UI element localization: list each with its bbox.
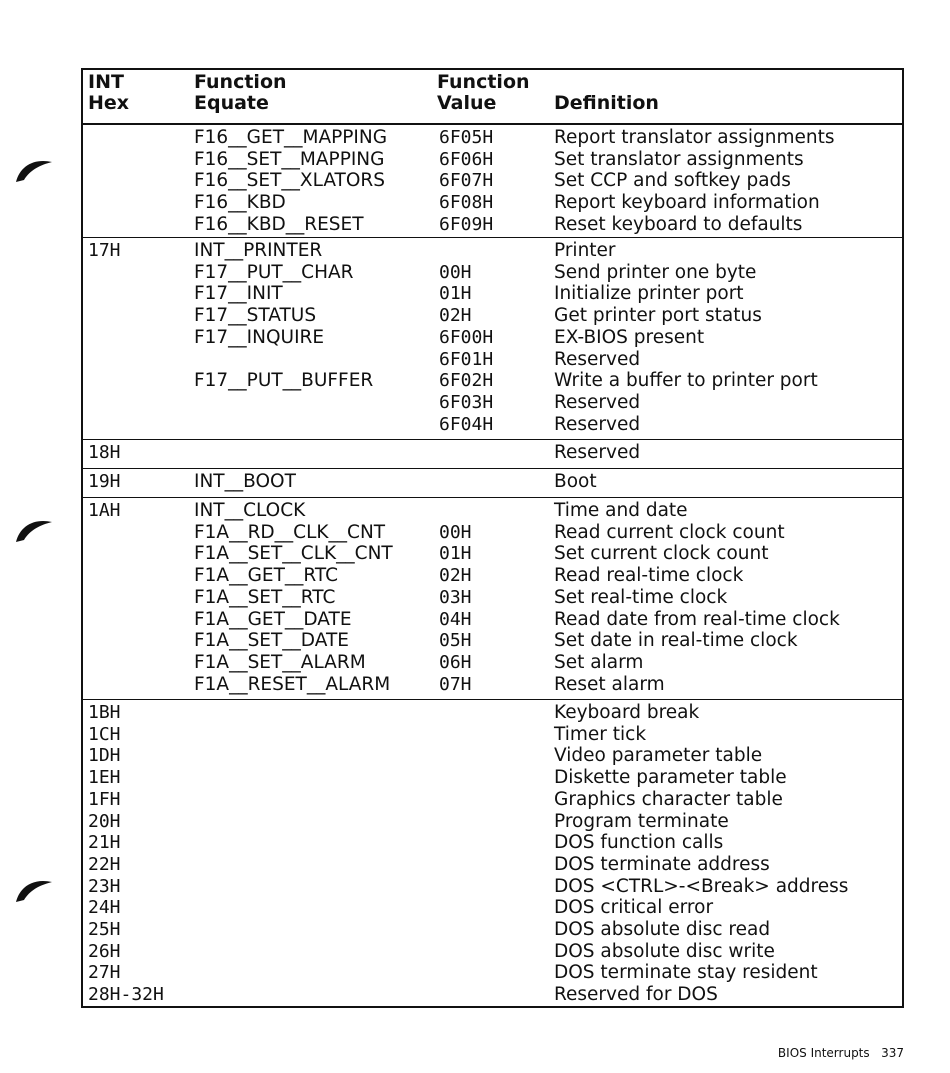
definition-cell: Video parameter table bbox=[554, 745, 763, 767]
function-value-cell: 06H bbox=[439, 651, 472, 673]
table-row bbox=[83, 149, 902, 171]
definition-cell: Reserved bbox=[554, 391, 641, 413]
header-int-label: INT bbox=[88, 71, 124, 93]
definition-cell: Write a buffer to printer port bbox=[554, 370, 818, 392]
table-row bbox=[83, 767, 902, 789]
table-row bbox=[83, 543, 902, 565]
table-row bbox=[83, 587, 902, 609]
table-section bbox=[83, 468, 902, 498]
definition-cell: Set CCP and softkey pads bbox=[554, 170, 791, 192]
definition-cell: Set alarm bbox=[554, 651, 644, 673]
definition-cell: Reserved for DOS bbox=[554, 984, 718, 1006]
int-hex-cell: 28H-32H bbox=[88, 984, 164, 1006]
definition-cell: Program terminate bbox=[554, 810, 729, 832]
definition-cell: Keyboard break bbox=[554, 702, 700, 723]
definition-cell: DOS critical error bbox=[554, 897, 714, 919]
header-value-label: Value bbox=[437, 92, 497, 114]
function-value-cell: 6F01H bbox=[439, 348, 494, 370]
int-hex-cell: 17H bbox=[88, 240, 121, 261]
function-equate-cell: F16__KBD__RESET bbox=[194, 213, 364, 235]
table-section bbox=[83, 497, 902, 700]
binder-mark-icon bbox=[14, 516, 54, 544]
header-hex-label: Hex bbox=[88, 92, 130, 114]
function-value-cell: 6F09H bbox=[439, 213, 494, 235]
function-equate-cell: F17__PUT__CHAR bbox=[194, 261, 354, 283]
table-row bbox=[83, 283, 902, 305]
definition-cell: Set date in real-time clock bbox=[554, 630, 798, 652]
function-value-cell: 6F02H bbox=[439, 370, 494, 392]
definition-cell: Reset keyboard to defaults bbox=[554, 213, 803, 235]
table-row bbox=[83, 192, 902, 214]
table-row bbox=[83, 370, 902, 392]
footer-section-title: BIOS Interrupts bbox=[777, 1046, 870, 1060]
definition-cell: Get printer port status bbox=[554, 305, 762, 327]
definition-cell: Report keyboard information bbox=[554, 192, 820, 214]
definition-cell: Read date from real-time clock bbox=[554, 608, 840, 630]
function-equate-cell: F17__PUT__BUFFER bbox=[194, 370, 374, 392]
definition-cell: Reserved bbox=[554, 442, 641, 463]
table-row bbox=[83, 609, 902, 631]
table-row bbox=[83, 854, 902, 876]
table-row bbox=[83, 471, 902, 493]
definition-cell: Boot bbox=[554, 471, 597, 492]
table-section bbox=[83, 125, 902, 237]
int-hex-cell: 1FH bbox=[88, 788, 121, 810]
int-hex-cell: 1EH bbox=[88, 767, 121, 789]
table-row bbox=[83, 962, 902, 984]
definition-cell: Diskette parameter table bbox=[554, 767, 787, 789]
definition-cell: Send printer one byte bbox=[554, 261, 757, 283]
table-row bbox=[83, 170, 902, 192]
int-hex-cell: 20H bbox=[88, 810, 121, 832]
table-section bbox=[83, 439, 902, 469]
table-row bbox=[83, 984, 902, 1006]
definition-cell: Set real-time clock bbox=[554, 586, 728, 608]
table-row bbox=[83, 919, 902, 941]
function-equate-cell: INT__PRINTER bbox=[194, 240, 323, 261]
function-equate-cell: F17__STATUS bbox=[194, 305, 317, 327]
page-footer bbox=[778, 1046, 904, 1060]
function-equate-cell: F16__SET__XLATORS bbox=[194, 170, 385, 192]
function-value-cell: 05H bbox=[439, 630, 472, 652]
table-section bbox=[83, 237, 902, 440]
table-row bbox=[83, 565, 902, 587]
table-row bbox=[83, 941, 902, 963]
header-function-value bbox=[437, 72, 530, 114]
definition-cell: Initialize printer port bbox=[554, 283, 744, 305]
function-value-cell: 04H bbox=[439, 608, 472, 630]
definition-cell: Set translator assignments bbox=[554, 148, 804, 170]
int-hex-cell: 27H bbox=[88, 962, 121, 984]
table-row bbox=[83, 630, 902, 652]
int-hex-cell: 18H bbox=[88, 442, 121, 463]
definition-cell: Read current clock count bbox=[554, 521, 785, 543]
int-hex-cell: 1BH bbox=[88, 702, 121, 723]
table-row bbox=[83, 832, 902, 854]
table-row bbox=[83, 127, 902, 149]
int-hex-cell: 1CH bbox=[88, 723, 121, 745]
function-equate-cell: F16__SET__MAPPING bbox=[194, 148, 385, 170]
function-value-cell: 07H bbox=[439, 673, 472, 695]
int-hex-cell: 22H bbox=[88, 853, 121, 875]
int-hex-cell: 1DH bbox=[88, 745, 121, 767]
table-row bbox=[83, 349, 902, 371]
function-equate-cell: INT__BOOT bbox=[194, 471, 296, 492]
int-hex-cell: 21H bbox=[88, 832, 121, 854]
header-int-hex bbox=[88, 72, 129, 114]
function-equate-cell: F16__GET__MAPPING bbox=[194, 127, 388, 148]
definition-cell: Reset alarm bbox=[554, 673, 665, 695]
table-row bbox=[83, 897, 902, 919]
definition-cell: DOS terminate stay resident bbox=[554, 962, 818, 984]
table-row bbox=[83, 442, 902, 464]
function-equate-cell: F17__INIT bbox=[194, 283, 283, 305]
table-row bbox=[83, 500, 902, 522]
table-row bbox=[83, 214, 902, 236]
function-equate-cell: F17__INQUIRE bbox=[194, 326, 325, 348]
function-equate-cell: F1A__SET__DATE bbox=[194, 630, 349, 652]
function-value-cell: 00H bbox=[439, 521, 472, 543]
function-equate-cell: F1A__SET__ALARM bbox=[194, 651, 366, 673]
definition-cell: DOS function calls bbox=[554, 832, 724, 854]
table-row bbox=[83, 262, 902, 284]
function-equate-cell: F1A__RD__CLK__CNT bbox=[194, 521, 386, 543]
function-equate-cell: F1A__GET__DATE bbox=[194, 608, 352, 630]
function-value-cell: 6F05H bbox=[439, 127, 494, 148]
definition-cell: EX-BIOS present bbox=[554, 326, 705, 348]
int-hex-cell: 24H bbox=[88, 897, 121, 919]
function-equate-cell: INT__CLOCK bbox=[194, 500, 306, 521]
table-row bbox=[83, 745, 902, 767]
definition-cell: Set current clock count bbox=[554, 543, 769, 565]
function-value-cell: 6F00H bbox=[439, 326, 494, 348]
header-function-label: Function bbox=[437, 71, 530, 93]
function-value-cell: 02H bbox=[439, 565, 472, 587]
function-value-cell: 01H bbox=[439, 543, 472, 565]
table-row bbox=[83, 811, 902, 833]
definition-cell: DOS absolute disc write bbox=[554, 940, 775, 962]
binder-mark-icon bbox=[14, 876, 54, 904]
int-hex-cell: 26H bbox=[88, 940, 121, 962]
function-value-cell: 01H bbox=[439, 283, 472, 305]
definition-cell: DOS absolute disc read bbox=[554, 919, 771, 940]
table-row bbox=[83, 702, 902, 724]
function-value-cell: 03H bbox=[439, 586, 472, 608]
binder-mark-icon bbox=[14, 156, 54, 184]
header-function-equate bbox=[194, 72, 287, 114]
table-row bbox=[83, 724, 902, 746]
table-row bbox=[83, 522, 902, 544]
int-hex-cell: 1AH bbox=[88, 500, 121, 521]
function-equate-cell: F1A__GET__RTC bbox=[194, 565, 339, 587]
definition-cell: Read real-time clock bbox=[554, 565, 744, 587]
header-equate-label: Equate bbox=[194, 92, 269, 114]
function-value-cell: 6F08H bbox=[439, 192, 494, 214]
int-hex-cell: 25H bbox=[88, 919, 121, 940]
definition-cell: Time and date bbox=[554, 500, 688, 521]
definition-cell: Reserved bbox=[554, 413, 641, 435]
table-row bbox=[83, 305, 902, 327]
definition-cell: Timer tick bbox=[554, 723, 647, 745]
page-number: 337 bbox=[881, 1046, 904, 1060]
table-row bbox=[83, 392, 902, 414]
function-equate-cell: F1A__RESET__ALARM bbox=[194, 673, 391, 695]
table-section bbox=[83, 699, 902, 1008]
function-value-cell: 6F07H bbox=[439, 170, 494, 192]
header-function-label: Function bbox=[194, 71, 287, 93]
table-row bbox=[83, 327, 902, 349]
definition-cell: Printer bbox=[554, 240, 616, 261]
definition-cell: DOS <CTRL>-<Break> address bbox=[554, 875, 849, 897]
definition-cell: Graphics character table bbox=[554, 788, 783, 810]
table-row bbox=[83, 674, 902, 696]
table-row bbox=[83, 652, 902, 674]
function-value-cell: 00H bbox=[439, 261, 472, 283]
int-hex-cell: 19H bbox=[88, 471, 121, 492]
definition-cell: DOS terminate address bbox=[554, 853, 770, 875]
header-definition: Definition bbox=[554, 92, 659, 114]
function-value-cell: 6F06H bbox=[439, 148, 494, 170]
definition-cell: Reserved bbox=[554, 348, 641, 370]
function-equate-cell: F1A__SET__RTC bbox=[194, 586, 336, 608]
function-value-cell: 6F04H bbox=[439, 413, 494, 435]
table-row bbox=[83, 240, 902, 262]
bios-interrupt-table bbox=[81, 68, 904, 1008]
table-row bbox=[83, 789, 902, 811]
table-header bbox=[83, 70, 902, 125]
function-equate-cell: F1A__SET__CLK__CNT bbox=[194, 543, 393, 565]
function-value-cell: 6F03H bbox=[439, 391, 494, 413]
table-row bbox=[83, 414, 902, 436]
table-row bbox=[83, 876, 902, 898]
function-equate-cell: F16__KBD bbox=[194, 192, 286, 214]
function-value-cell: 02H bbox=[439, 305, 472, 327]
definition-cell: Report translator assignments bbox=[554, 127, 835, 148]
int-hex-cell: 23H bbox=[88, 875, 121, 897]
